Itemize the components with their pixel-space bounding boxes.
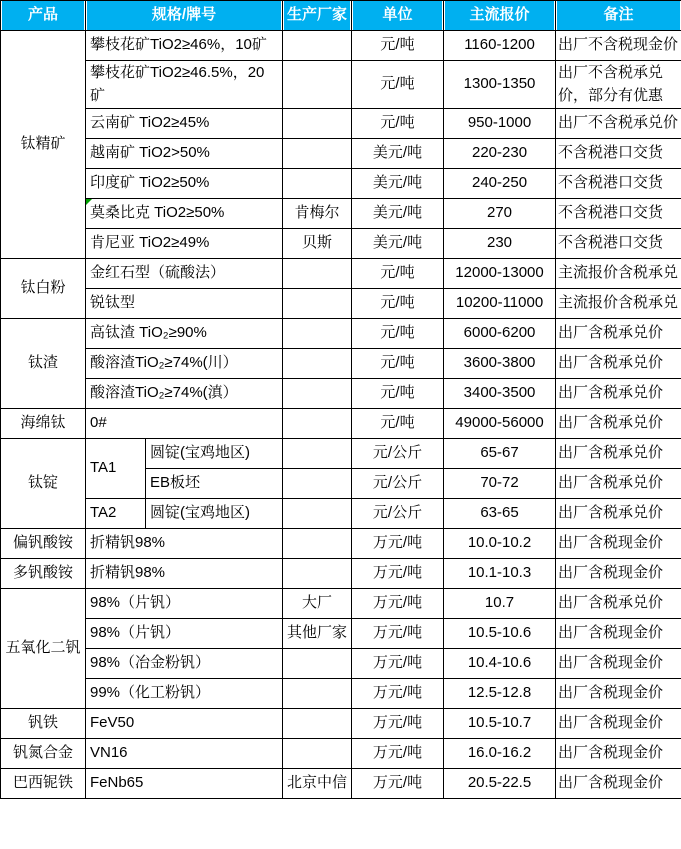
note-cell: 出厂含税承兑价	[556, 319, 681, 349]
unit-cell: 元/吨	[352, 289, 444, 319]
note-cell: 出厂含税承兑价	[556, 349, 681, 379]
table-row	[1, 349, 681, 379]
note-cell: 出厂含税现金价	[556, 679, 681, 709]
maker-cell	[283, 679, 352, 709]
spec-cell: 酸溶渣TiO₂≥74%(滇）	[86, 379, 283, 409]
table-row	[1, 439, 681, 469]
spec-cell: 98%（冶金粉钒）	[86, 649, 283, 679]
price-cell: 49000-56000	[444, 409, 556, 439]
spec-cell: 0#	[86, 409, 283, 439]
note-cell: 出厂含税承兑价	[556, 439, 681, 469]
unit-cell: 元/公斤	[352, 469, 444, 499]
price-cell: 10200-11000	[444, 289, 556, 319]
table-row	[1, 709, 681, 739]
unit-cell: 元/吨	[352, 31, 444, 61]
unit-cell: 万元/吨	[352, 709, 444, 739]
note-cell: 出厂含税现金价	[556, 529, 681, 559]
unit-cell: 元/吨	[352, 109, 444, 139]
maker-cell	[283, 409, 352, 439]
table-row	[1, 589, 681, 619]
maker-cell	[283, 61, 352, 109]
note-cell: 出厂含税承兑价	[556, 379, 681, 409]
note-cell: 出厂不含税现金价	[556, 31, 681, 61]
spec-cell: 攀枝花矿TiO2≥46.5%，20矿	[86, 61, 283, 109]
price-cell: 230	[444, 229, 556, 259]
note-cell: 不含税港口交货	[556, 229, 681, 259]
spec-cell: 98%（片钒）	[86, 589, 283, 619]
unit-cell: 万元/吨	[352, 589, 444, 619]
table-row	[1, 619, 681, 649]
table-row	[1, 109, 681, 139]
unit-cell: 万元/吨	[352, 679, 444, 709]
price-cell: 1300-1350	[444, 61, 556, 109]
maker-cell	[283, 31, 352, 61]
product-cell: 钛锭	[1, 439, 86, 529]
spec-cell: 锐钛型	[86, 289, 283, 319]
grade-cell: TA1	[86, 439, 146, 499]
price-cell: 70-72	[444, 469, 556, 499]
spec-cell: 酸溶渣TiO₂≥74%(川）	[86, 349, 283, 379]
maker-cell	[283, 559, 352, 589]
table-row	[1, 559, 681, 589]
price-cell: 10.0-10.2	[444, 529, 556, 559]
spec-cell: 肯尼亚 TiO2≥49%	[86, 229, 283, 259]
table-row	[1, 199, 681, 229]
col-header-price: 主流报价	[444, 1, 556, 31]
table-row	[1, 31, 681, 61]
note-cell: 出厂含税现金价	[556, 559, 681, 589]
price-cell: 10.4-10.6	[444, 649, 556, 679]
table-row	[1, 679, 681, 709]
maker-cell	[283, 109, 352, 139]
unit-cell: 元/吨	[352, 319, 444, 349]
unit-cell: 万元/吨	[352, 739, 444, 769]
note-cell: 主流报价含税承兑	[556, 259, 681, 289]
product-cell: 多钒酸铵	[1, 559, 86, 589]
product-cell: 钒氮合金	[1, 739, 86, 769]
col-header-product: 产品	[1, 1, 86, 31]
price-cell: 240-250	[444, 169, 556, 199]
unit-cell: 美元/吨	[352, 139, 444, 169]
table-row	[1, 529, 681, 559]
maker-cell	[283, 349, 352, 379]
maker-cell	[283, 439, 352, 469]
spec-cell: 金红石型（硫酸法）	[86, 259, 283, 289]
spec-cell: FeNb65	[86, 769, 283, 799]
unit-cell: 万元/吨	[352, 649, 444, 679]
maker-cell	[283, 739, 352, 769]
product-cell: 钛精矿	[1, 31, 86, 259]
unit-cell: 元/吨	[352, 379, 444, 409]
spec-cell: 云南矿 TiO2≥45%	[86, 109, 283, 139]
maker-cell: 肯梅尔	[283, 199, 352, 229]
price-cell: 12.5-12.8	[444, 679, 556, 709]
note-cell: 出厂不含税承兑价	[556, 109, 681, 139]
note-cell: 不含税港口交货	[556, 139, 681, 169]
maker-cell	[283, 709, 352, 739]
price-cell: 12000-13000	[444, 259, 556, 289]
maker-cell	[283, 469, 352, 499]
price-cell: 10.5-10.6	[444, 619, 556, 649]
spec-cell: 圆锭(宝鸡地区)	[146, 499, 283, 529]
maker-cell	[283, 259, 352, 289]
product-cell: 巴西铌铁	[1, 769, 86, 799]
note-cell: 不含税港口交货	[556, 169, 681, 199]
maker-cell	[283, 379, 352, 409]
table-row	[1, 769, 681, 799]
table-row	[1, 61, 681, 109]
maker-cell: 北京中信	[283, 769, 352, 799]
product-cell: 钒铁	[1, 709, 86, 739]
unit-cell: 美元/吨	[352, 199, 444, 229]
maker-cell	[283, 499, 352, 529]
spec-cell: 越南矿 TiO2>50%	[86, 139, 283, 169]
col-header-spec: 规格/牌号	[86, 1, 283, 31]
price-cell: 950-1000	[444, 109, 556, 139]
table-row	[1, 739, 681, 769]
note-cell: 不含税港口交货	[556, 199, 681, 229]
note-cell: 出厂含税承兑价	[556, 499, 681, 529]
note-cell: 出厂含税现金价	[556, 709, 681, 739]
note-cell: 出厂含税现金价	[556, 649, 681, 679]
unit-cell: 元/吨	[352, 409, 444, 439]
note-cell: 出厂含税现金价	[556, 769, 681, 799]
unit-cell: 元/公斤	[352, 439, 444, 469]
table-row	[1, 319, 681, 349]
col-header-unit: 单位	[352, 1, 444, 31]
price-cell: 10.7	[444, 589, 556, 619]
table-row	[1, 169, 681, 199]
unit-cell: 万元/吨	[352, 619, 444, 649]
spec-cell: EB板坯	[146, 469, 283, 499]
col-header-maker: 生产厂家	[283, 1, 352, 31]
unit-cell: 元/公斤	[352, 499, 444, 529]
unit-cell: 万元/吨	[352, 529, 444, 559]
spec-cell: 99%（化工粉钒）	[86, 679, 283, 709]
maker-cell	[283, 139, 352, 169]
product-cell: 钛白粉	[1, 259, 86, 319]
note-cell: 出厂含税现金价	[556, 619, 681, 649]
note-cell: 出厂含税现金价	[556, 739, 681, 769]
maker-cell	[283, 169, 352, 199]
price-cell: 10.5-10.7	[444, 709, 556, 739]
maker-cell	[283, 529, 352, 559]
col-header-note: 备注	[556, 1, 681, 31]
table-row	[1, 139, 681, 169]
spec-cell: 印度矿 TiO2≥50%	[86, 169, 283, 199]
table-row	[1, 409, 681, 439]
price-cell: 1160-1200	[444, 31, 556, 61]
product-cell: 五氧化二钒	[1, 589, 86, 709]
product-cell: 海绵钛	[1, 409, 86, 439]
price-cell: 220-230	[444, 139, 556, 169]
maker-cell: 其他厂家	[283, 619, 352, 649]
unit-cell: 美元/吨	[352, 229, 444, 259]
maker-cell	[283, 319, 352, 349]
unit-cell: 元/吨	[352, 349, 444, 379]
price-cell: 65-67	[444, 439, 556, 469]
price-cell: 10.1-10.3	[444, 559, 556, 589]
maker-cell	[283, 649, 352, 679]
table-row	[1, 289, 681, 319]
spec-cell: VN16	[86, 739, 283, 769]
unit-cell: 元/吨	[352, 259, 444, 289]
comment-marker-icon	[86, 199, 92, 205]
table-row	[1, 379, 681, 409]
price-cell: 3600-3800	[444, 349, 556, 379]
product-cell: 偏钒酸铵	[1, 529, 86, 559]
spec-cell: 圆锭(宝鸡地区)	[146, 439, 283, 469]
price-cell: 20.5-22.5	[444, 769, 556, 799]
price-cell: 6000-6200	[444, 319, 556, 349]
spec-cell: 高钛渣 TiO₂≥90%	[86, 319, 283, 349]
spec-cell: 98%（片钒）	[86, 619, 283, 649]
table-body	[1, 31, 681, 799]
price-cell: 16.0-16.2	[444, 739, 556, 769]
unit-cell: 万元/吨	[352, 559, 444, 589]
spec-cell: 折精钒98%	[86, 529, 283, 559]
table-row	[1, 229, 681, 259]
product-cell: 钛渣	[1, 319, 86, 409]
grade-cell: TA2	[86, 499, 146, 529]
spec-cell: 莫桑比克 TiO2≥50%	[86, 199, 283, 229]
price-cell: 3400-3500	[444, 379, 556, 409]
maker-cell: 贝斯	[283, 229, 352, 259]
unit-cell: 美元/吨	[352, 169, 444, 199]
note-cell: 出厂含税承兑价	[556, 409, 681, 439]
note-cell: 主流报价含税承兑	[556, 289, 681, 319]
unit-cell: 万元/吨	[352, 769, 444, 799]
note-cell: 出厂不含税承兑价，部分有优惠	[556, 61, 681, 109]
maker-cell: 大厂	[283, 589, 352, 619]
table-row	[1, 649, 681, 679]
table-header-row	[1, 1, 681, 31]
price-cell: 63-65	[444, 499, 556, 529]
maker-cell	[283, 289, 352, 319]
price-cell: 270	[444, 199, 556, 229]
spec-cell: 折精钒98%	[86, 559, 283, 589]
note-cell: 出厂含税承兑价	[556, 589, 681, 619]
table-row	[1, 259, 681, 289]
table-row	[1, 499, 681, 529]
spec-cell: 攀枝花矿TiO2≥46%，10矿	[86, 31, 283, 61]
note-cell: 出厂含税承兑价	[556, 469, 681, 499]
unit-cell: 元/吨	[352, 61, 444, 109]
spec-cell: FeV50	[86, 709, 283, 739]
